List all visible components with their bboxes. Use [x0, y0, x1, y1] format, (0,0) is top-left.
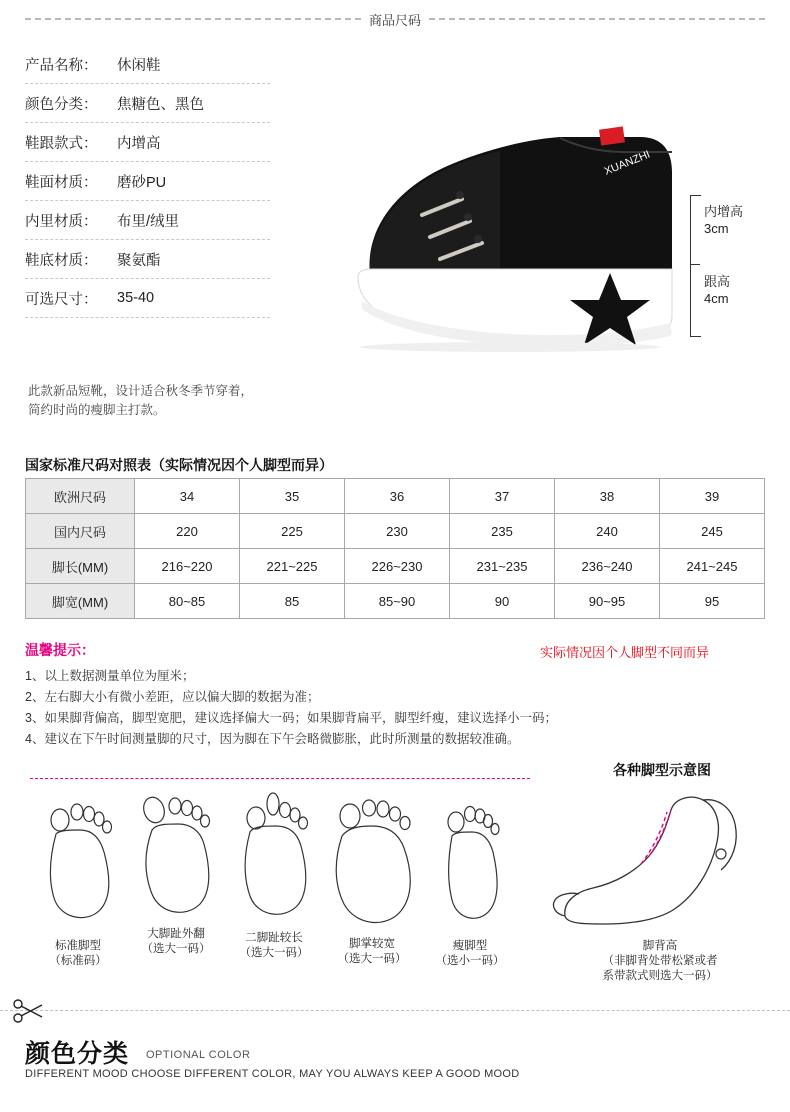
- foot-name: 标准脚型: [55, 940, 101, 952]
- spec-row: [25, 201, 270, 240]
- spec-value: 布里/绒里: [117, 213, 180, 230]
- table-cell: 85: [240, 584, 345, 619]
- table-cell: 90~95: [555, 584, 660, 619]
- spec-table: [25, 45, 270, 318]
- table-cell: 38: [555, 479, 660, 514]
- table-row: [26, 549, 765, 584]
- table-cell: 216~220: [135, 549, 240, 584]
- table-cell: 221~225: [240, 549, 345, 584]
- tips-heading-note: 实际情况因个人脚型不同而异: [540, 645, 710, 660]
- page-title: 商品尺码: [369, 12, 422, 28]
- spec-value: 焦糖色、黑色: [117, 96, 204, 113]
- table-cell: 90: [450, 584, 555, 619]
- table-cell: 236~240: [555, 549, 660, 584]
- table-cell: 225: [240, 514, 345, 549]
- measure-bracket: [690, 195, 701, 337]
- instep-caption: [545, 939, 775, 984]
- measure-mid-tick: [690, 264, 700, 265]
- color-section-tagline: DIFFERENT MOOD CHOOSE DIFFERENT COLOR, MAY YOU ALWAYS KEEP A GOOD MOOD: [25, 1068, 520, 1080]
- tips-list: [25, 666, 765, 750]
- spec-row: [25, 240, 270, 279]
- table-cell: 245: [660, 514, 765, 549]
- instep-name: 脚背高: [642, 940, 678, 952]
- tip-item: 3、如果脚背偏高，脚型宽肥，建议选择偏大一码；如果脚背扁平，脚型纤瘦，建议选择小一码；: [25, 711, 557, 725]
- scissors-icon: [12, 998, 46, 1029]
- color-section-subtitle: OPTIONAL COLOR: [146, 1049, 251, 1061]
- header-dash-right: [429, 18, 765, 21]
- foot-caption: [128, 927, 224, 957]
- foot-narrow: [422, 782, 518, 969]
- foot-bunion: [128, 770, 224, 957]
- row-header: 脚长(MM): [26, 549, 135, 584]
- foot-note: （选大一码）: [239, 947, 309, 959]
- table-cell: 37: [450, 479, 555, 514]
- spec-value: 休闲鞋: [117, 57, 161, 74]
- row-header: 脚宽(MM): [26, 584, 135, 619]
- spec-label: 鞋跟款式：: [25, 135, 98, 152]
- description-line-1: 此款新品短靴，设计适合秋冬季节穿着，: [28, 384, 254, 398]
- table-cell: 39: [660, 479, 765, 514]
- heel-height-text: 跟高: [704, 274, 731, 289]
- instep-note-1: （非脚背处带松紧或者: [602, 955, 718, 967]
- tip-item: 4、建议在下午时间测量脚的尺寸，因为脚在下午会略微膨胀，此时所测量的数据较准确。: [25, 732, 520, 746]
- table-cell: 235: [450, 514, 555, 549]
- color-section-title: 颜色分类: [25, 1040, 130, 1068]
- spec-value: 磨砂PU: [117, 174, 167, 191]
- foot-name: 瘦脚型: [452, 940, 488, 952]
- cut-line: [0, 1010, 790, 1012]
- table-row: [26, 584, 765, 619]
- shoe-illustration: [310, 95, 710, 355]
- table-cell: 85~90: [345, 584, 450, 619]
- table-cell: 231~235: [450, 549, 555, 584]
- table-cell: 95: [660, 584, 765, 619]
- page-header: [25, 10, 765, 28]
- table-row: [26, 479, 765, 514]
- spec-label: 鞋面材质：: [25, 174, 98, 191]
- table-row: [26, 514, 765, 549]
- product-description: [28, 382, 328, 420]
- tips-heading: 温馨提示：: [25, 642, 95, 658]
- description-line-2: 简约时尚的瘦脚主打款。: [28, 403, 166, 417]
- spec-row: [25, 45, 270, 84]
- size-chart-table: [25, 478, 765, 619]
- spec-row: [25, 162, 270, 201]
- table-cell: 230: [345, 514, 450, 549]
- brand-text: XUANZHI: [602, 148, 652, 178]
- instep-diagram: [545, 760, 775, 982]
- spec-row: [25, 84, 270, 123]
- table-cell: 241~245: [660, 549, 765, 584]
- spec-label: 颜色分类：: [25, 96, 98, 113]
- foot-note: （标准码）: [49, 955, 107, 967]
- table-cell: 80~85: [135, 584, 240, 619]
- table-cell: 36: [345, 479, 450, 514]
- foot-note: （选大一码）: [141, 943, 211, 955]
- spec-label: 内里材质：: [25, 213, 98, 230]
- spec-row: [25, 279, 270, 318]
- table-cell: 226~230: [345, 549, 450, 584]
- foot-type-diagrams: [22, 760, 542, 975]
- inner-height-value: 3cm: [704, 221, 729, 236]
- foot-caption: [422, 939, 518, 969]
- table-cell: 240: [555, 514, 660, 549]
- heel-height-value: 4cm: [704, 291, 729, 306]
- foot-name: 脚掌较宽: [349, 938, 395, 950]
- row-header: 欧洲尺码: [26, 479, 135, 514]
- instep-note-2: 系带款式则选大一码）: [602, 970, 718, 982]
- row-header: 国内尺码: [26, 514, 135, 549]
- spec-value: 内增高: [117, 135, 161, 152]
- spec-label: 产品名称：: [25, 57, 98, 74]
- foot-note: （选大一码）: [337, 953, 407, 965]
- spec-row: [25, 123, 270, 162]
- spec-value: 聚氨酯: [117, 252, 161, 269]
- foot-name: 大脚趾外翻: [147, 928, 205, 940]
- table-cell: 220: [135, 514, 240, 549]
- inner-height-text: 内增高: [704, 204, 744, 219]
- foot-caption: [324, 937, 420, 967]
- foot-note: （选小一码）: [435, 955, 505, 967]
- inner-height-label: [704, 203, 743, 237]
- instep-title: 各种脚型示意图: [613, 762, 711, 778]
- foot-name: 二脚趾较长: [245, 932, 303, 944]
- foot-wide: [324, 780, 420, 967]
- height-measure: [690, 195, 785, 335]
- heel-height-label: [704, 273, 730, 307]
- spec-label: 可选尺寸：: [25, 291, 98, 308]
- size-chart-title: 国家标准尺码对照表（实际情况因个人脚型而异）: [25, 457, 333, 473]
- spec-value: 35-40: [117, 290, 155, 306]
- table-cell: 34: [135, 479, 240, 514]
- tip-item: 1、以上数据测量单位为厘米；: [25, 669, 195, 683]
- table-cell: 35: [240, 479, 345, 514]
- foot-long-second-toe: [226, 774, 322, 961]
- foot-caption: [226, 931, 322, 961]
- tip-item: 2、左右脚大小有微小差距，应以偏大脚的数据为准；: [25, 690, 320, 704]
- foot-caption: [30, 939, 126, 969]
- spec-label: 鞋底材质：: [25, 252, 98, 269]
- foot-standard: [30, 782, 126, 969]
- header-dash-left: [25, 18, 361, 21]
